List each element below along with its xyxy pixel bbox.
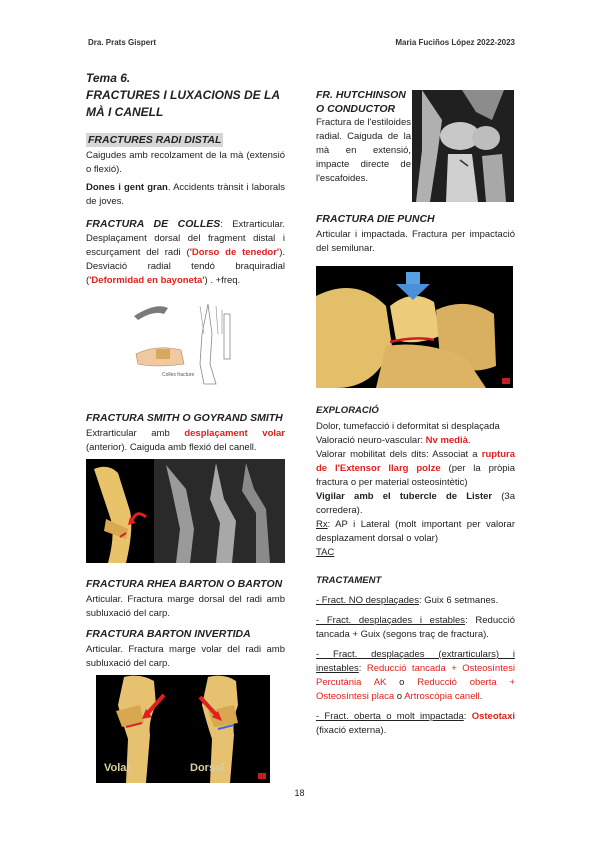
left-column (86, 70, 285, 783)
svg-text:Colles fracture: Colles fracture (162, 372, 195, 378)
die-punch-image (316, 266, 513, 388)
hutchinson-text: Fractura de l'estiloides radial. Caiguda de la mà en extensió, impacte directe de l'escafoides. (316, 117, 411, 184)
rhea-text: Articular. Fractura marge dorsal del radi amb subluxació del carp. (86, 594, 285, 619)
heading-die-punch: FRACTURA DIE PUNCH (316, 213, 435, 225)
exploracio-line-1: Dolor, tumefacció i deformitat si desplaçada (316, 421, 500, 432)
exploracio-line-3: Valorar mobilitat dels dits: Associat a ruptura de l'Extensor llarg polze (per la pròpia fractura o per material osteosintètic) (316, 449, 515, 488)
barton-invertida-text: Articular. Fractura marge volar del radi amb subluxació del carp. (86, 644, 285, 669)
page-number: 18 (294, 788, 305, 798)
exploracio-line-2: Valoració neuro-vascular: Nv medià. (316, 435, 471, 446)
heading-exploracio: EXPLORACIÓ (316, 405, 379, 416)
header-student-year: Maria Fuciños López 2022-2023 (395, 38, 515, 47)
page-title: FRACTURES I LUXACIONS DE LA MÀ I CANELL (86, 88, 280, 119)
barton-image (96, 675, 270, 783)
heading-hutchinson: FR. HUTCHINSON O CONDUCTOR (316, 89, 406, 115)
heading-tractament: TRACTAMENT (316, 575, 382, 586)
exploracio-line-5: Rx: AP i Lateral (molt important per valorar desplazament dorsal o volar) (316, 519, 515, 544)
heading-smith: FRACTURA SMITH O GOYRAND SMITH (86, 412, 283, 424)
heading-radi-distal: FRACTURES RADI DISTAL (88, 134, 222, 146)
header-author: Dra. Prats Gispert (88, 38, 157, 47)
smith-text: Extrarticular amb desplaçament volar (anterior). Caiguda amb flexió del canell. (86, 428, 285, 453)
dorsal-label: Dorsal (190, 762, 225, 774)
colles-paragraph: FRACTURA DE COLLES: Extrarticular. Desplaçament dorsal del fragment distal i escurçament del radi ('Dorso de tenedor'). Desviació radial tendó braquiradial ('Deformidad en bayoneta') . +freq. (86, 218, 286, 286)
heading-rhea-barton: FRACTURA RHEA BARTON O BARTON (86, 578, 283, 590)
radi-text-2: Dones i gent gran. Accidents trànsit i laborals de joves. (86, 182, 286, 207)
tractament-item-2: - Fract. desplaçades i estables: Reducció tancada + Guix (segons traç de fractura). (316, 615, 515, 640)
right-column (316, 212, 515, 742)
die-punch-text: Articular i impactada. Fractura per impactació del semilunar. (316, 229, 515, 254)
hutchinson-xray (412, 90, 514, 202)
colles-illustration (126, 294, 256, 389)
tractament-item-3: - Fract. desplaçades (extrarticulars) i inestables: Reducció tancada + Osteosíntesi Percutània AK o Reducció oberta + Osteosíntesi placa o Artroscòpia canell. (316, 649, 515, 702)
radi-text-1: Caigudes amb recolzament de la mà (extensió o flexió). (86, 150, 285, 175)
smith-image (86, 459, 285, 563)
heading-barton-invertida: FRACTURA BARTON INVERTIDA (86, 628, 251, 640)
exploracio-line-4: Vigilar amb el tubercle de Lister (3a corredera). (316, 491, 515, 516)
exploracio-line-6: TAC (316, 547, 335, 558)
tractament-item-1: - Fract. NO desplaçades: Guix 6 setmanes. (316, 595, 499, 606)
topic-number: Tema 6. (86, 71, 131, 85)
volar-label: Volar (104, 762, 131, 774)
tractament-item-4: - Fract. oberta o molt impactada: Osteotaxi (fixació externa). (316, 711, 516, 736)
hutchinson-block (316, 88, 411, 190)
